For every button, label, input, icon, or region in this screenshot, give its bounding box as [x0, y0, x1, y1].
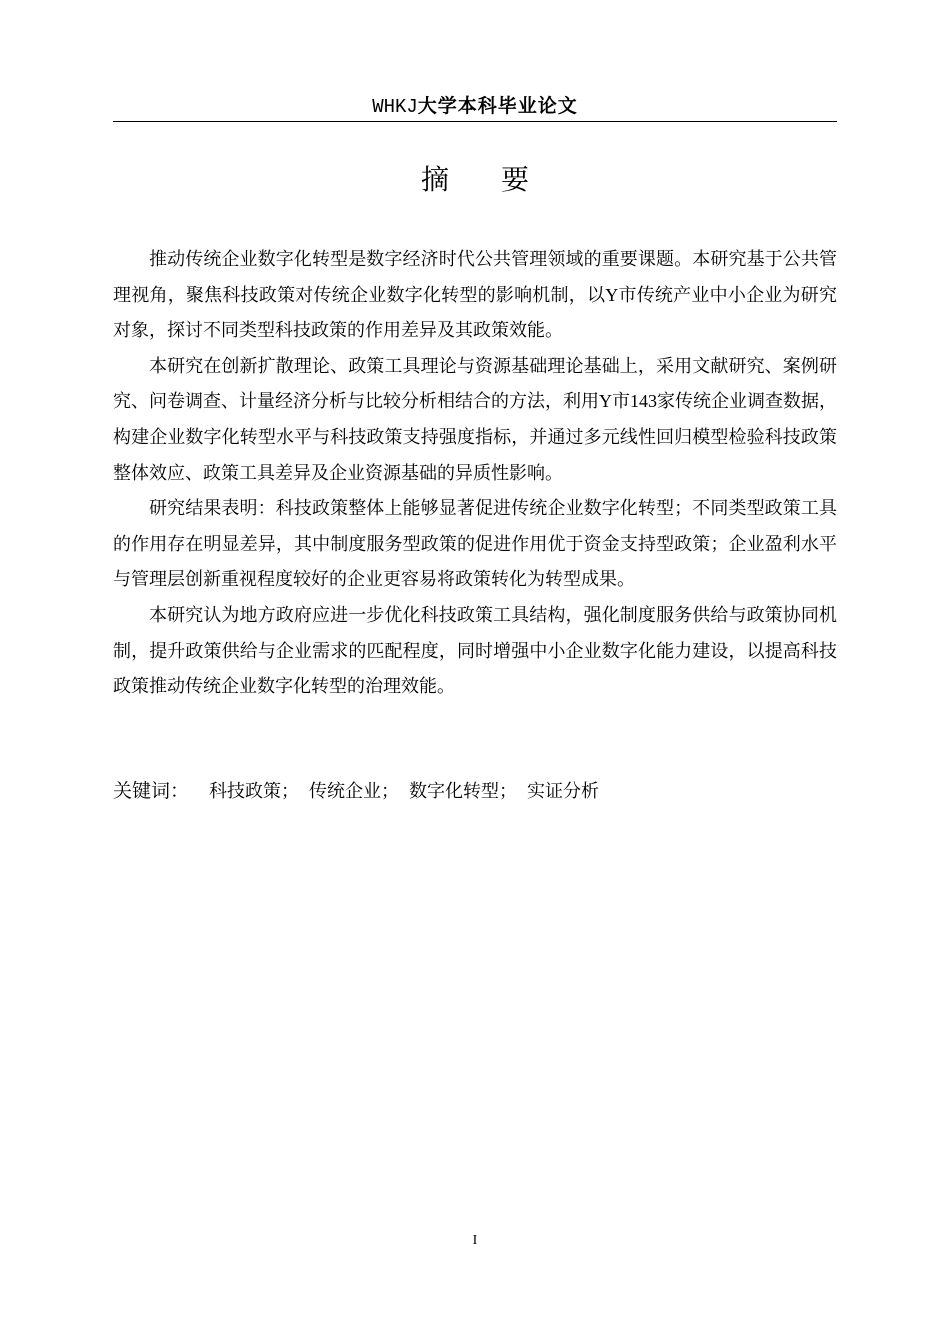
keywords-line	[113, 774, 837, 808]
keyword-item: 科技政策；	[209, 781, 300, 801]
header-rule	[113, 121, 837, 122]
abstract-title-char-1: 摘	[420, 163, 449, 196]
page-number: I	[472, 1233, 478, 1248]
abstract-paragraph-2: 本研究在创新扩散理论、政策工具理论与资源基础理论基础上，采用文献研究、案例研究、问卷调查、计量经济分析与比较分析相结合的方法，利用Y市143家传统企业调查数据，构建企业数字化转型水平与科技政策支持强度指标，并通过多元线性回归模型检验科技政策整体效应、政策工具差异及企业资源基础的异质性影响。	[113, 355, 837, 483]
keyword-item: 实证分析	[527, 781, 600, 801]
header-thesis-type: 大学本科毕业论文	[417, 95, 578, 117]
abstract-paragraph-1: 推动传统企业数字化转型是数字经济时代公共管理领域的重要课题。本研究基于公共管理视角，聚焦科技政策对传统企业数字化转型的影响机制，以Y市传统产业中小企业为研究对象，探讨不同类型科技政策的作用差异及其政策效能。	[113, 249, 837, 341]
abstract-body	[113, 242, 837, 705]
abstract-paragraph-3: 研究结果表明：科技政策整体上能够显著促进传统企业数字化转型；不同类型政策工具的作用存在明显差异，其中制度服务型政策的促进作用优于资金支持型政策；企业盈利水平与管理层创新重视程度较好的企业更容易将政策转化为转型成果。	[113, 498, 837, 590]
keyword-item: 数字化转型；	[409, 781, 518, 801]
keyword-item: 传统企业；	[309, 781, 400, 801]
abstract-title-char-2: 要	[501, 163, 530, 196]
keywords-label: 关键词：	[113, 780, 190, 802]
abstract-title	[113, 158, 837, 202]
running-header	[113, 92, 837, 121]
header-school-code: WHKJ	[372, 96, 418, 118]
abstract-paragraph-4: 本研究认为地方政府应进一步优化科技政策工具结构，强化制度服务供给与政策协同机制，提升政策供给与企业需求的匹配程度，同时增强中小企业数字化能力建设，以提高科技政策推动传统企业数字化转型的治理效能。	[113, 604, 837, 697]
